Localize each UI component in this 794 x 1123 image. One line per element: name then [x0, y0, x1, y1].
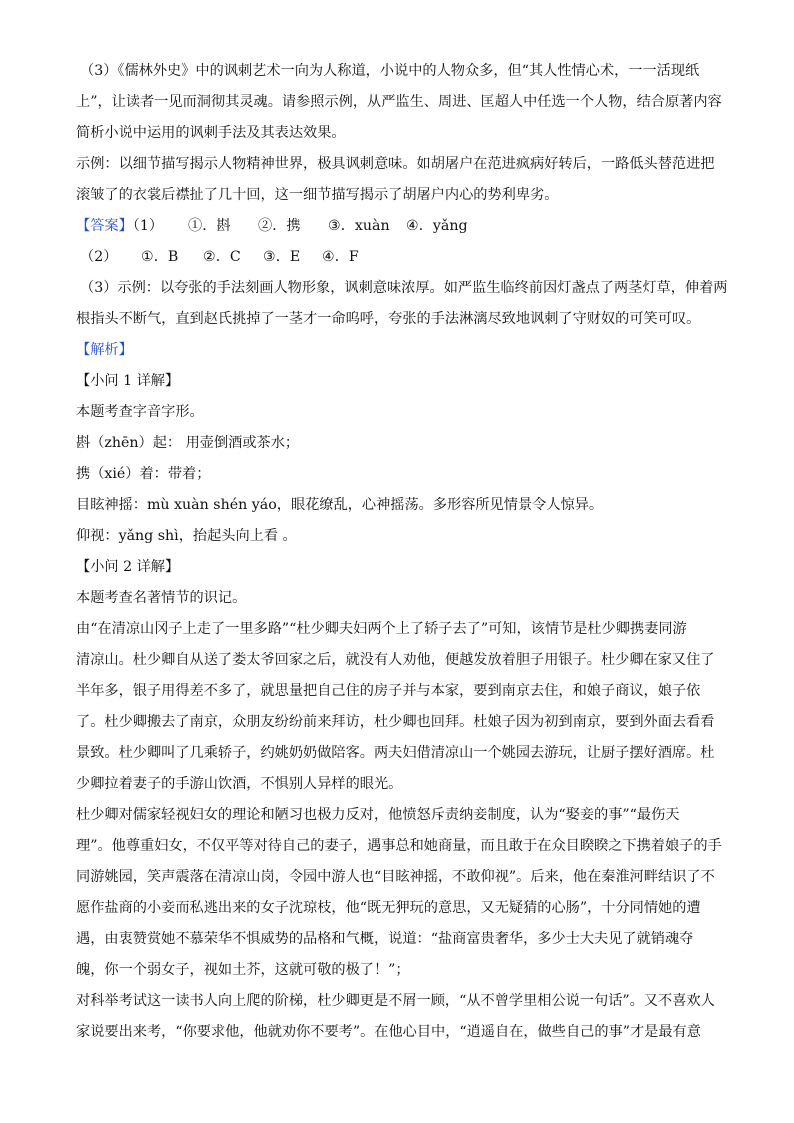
- example-line: 示例：以细节描写揭示人物精神世界，极具讽刺意味。如胡屠户在范进疯病好转后，一路低头替范进把: [76, 156, 715, 172]
- paragraph: 携（xié）着：带着；: [76, 466, 211, 482]
- paragraph-line: 了。杜少卿搬去了南京，众朋友纷纷前来拜访，杜少卿也回拜。杜娘子因为初到南京，要到外面去看看: [76, 714, 715, 730]
- answer-tag: 【答案】: [76, 218, 133, 234]
- answer-3-line: 根指头不断气，直到赵氏挑掉了一茎才一命呜呼，夸张的手法淋漓尽致地讽刺了守财奴的可笑可叹。: [76, 311, 701, 327]
- paragraph: 仰视：yǎng shì，抬起头向上看 。: [76, 528, 297, 544]
- paragraph: 本题考查字音字形。: [76, 404, 204, 420]
- paragraph-line: 对科举考试这一读书人向上爬的阶梯，杜少卿更是不屑一顾，“从不曾学里相公说一句话”。又不喜欢人: [76, 993, 715, 1009]
- paragraph-line: 愿作盐商的小妾而私逃出来的女子沈琼枝，他“既无狎玩的意思，又无疑猜的心肠”，十分同情她的遭: [76, 900, 701, 916]
- answer-row-1-label: （1）: [132, 218, 164, 234]
- answer-1-item: ④．yǎng: [406, 218, 468, 234]
- answer-2-item: ①．B: [141, 249, 179, 265]
- paragraph: 目眩神摇：mù xuàn shén yáo，眼花缭乱，心神摇荡。多形容所见情景令人惊异。: [76, 497, 604, 513]
- paragraph: 斟（zhēn）起： 用壶倒酒或茶水；: [76, 435, 300, 451]
- answer-1-item: ②．携: [258, 218, 301, 234]
- paragraph-line: 由“在清凉山冈子上走了一里多路”“杜少卿夫妇两个上了轿子去了”可知，该情节是杜少卿携妻同游: [76, 621, 687, 637]
- answer-3-line: （3）示例：以夸张的手法刻画人物形象，讽刺意味浓厚。如严监生临终前因灯盏点了两茎灯草，伸着两: [80, 280, 728, 296]
- answer-2-item: ②．C: [203, 249, 241, 265]
- paragraph-line: 理”。他尊重妇女，不仅平等对待自己的妻子，遇事总和她商量，而且敢于在众目睽睽之下携着娘子的手: [76, 838, 722, 854]
- paragraph-line: 家说要出来考，“你要求他，他就劝你不要考”。在他心目中，“逍遥自在，做些自己的事”才是最有意: [76, 1024, 701, 1040]
- answer-row-2: [76, 242, 726, 273]
- paragraph-line: 景致。杜少卿叫了几乘轿子，约姚奶奶做陪客。两夫妇借清凉山一个姚园去游玩，让厨子摆好酒席。杜: [76, 745, 715, 761]
- section-2-heading: 【小问 2 详解】: [76, 559, 180, 575]
- section-1-heading: 【小问 1 详解】: [76, 373, 180, 389]
- answer-2-item: ④．F: [322, 249, 359, 265]
- question-3-line: 简析小说中运用的讽刺手法及其表达效果。: [76, 125, 346, 141]
- answer-row-1: [76, 211, 726, 242]
- question-3-line: 上”，让读者一见而洞彻其灵魂。请参照示例，从严监生、周进、匡超人中任选一个人物，结合原著内容: [76, 94, 722, 110]
- answer-2-item: ③．E: [263, 249, 301, 265]
- question-3-line: （3）《儒林外史》中的讽刺艺术一向为人称道，小说中的人物众多，但“其人性情心术，一一活现纸: [80, 63, 700, 79]
- answer-row-2-label: （2）: [80, 249, 118, 265]
- answer-1-item: ①．斟: [188, 218, 231, 234]
- paragraph-line: 魄，你一个弱女子，视如土芥，这就可敬的极了！”；: [76, 962, 410, 978]
- document-page: [76, 56, 726, 1048]
- paragraph-line: 少卿拉着妻子的手游山饮酒，不惧别人异样的眼光。: [76, 776, 403, 792]
- answer-1-item: ③．xuàn: [328, 218, 390, 234]
- paragraph-line: 半年多，银子用得差不多了，就思量把自己住的房子并与本家，要到南京去住，和娘子商议，娘子依: [76, 683, 701, 699]
- example-line: 滚皱了的衣裳后襟扯了几十回，这一细节描写揭示了胡屠户内心的势利卑劣。: [76, 187, 559, 203]
- analysis-tag: 【解析】: [76, 342, 133, 358]
- paragraph-line: 同游姚园，笑声震落在清凉山岗，令园中游人也“目眩神摇，不敢仰视”。后来，他在秦淮河畔结识了不: [76, 869, 715, 885]
- paragraph-line: 遇，由衷赞赏她不慕荣华不惧威势的品格和气概，说道：“盐商富贵奢华，多少士大夫见了就销魂夺: [76, 931, 694, 947]
- paragraph-line: 杜少卿对儒家轻视妇女的理论和陋习也极力反对，他愤怒斥责纳妾制度，认为“娶妾的事”“最伤天: [76, 807, 680, 823]
- paragraph: 本题考查名著情节的识记。: [76, 590, 247, 606]
- paragraph-line: 清凉山。杜少卿自从送了娄太爷回家之后，就没有人劝他，便越发放着胆子用银子。杜少卿在家又住了: [76, 652, 715, 668]
